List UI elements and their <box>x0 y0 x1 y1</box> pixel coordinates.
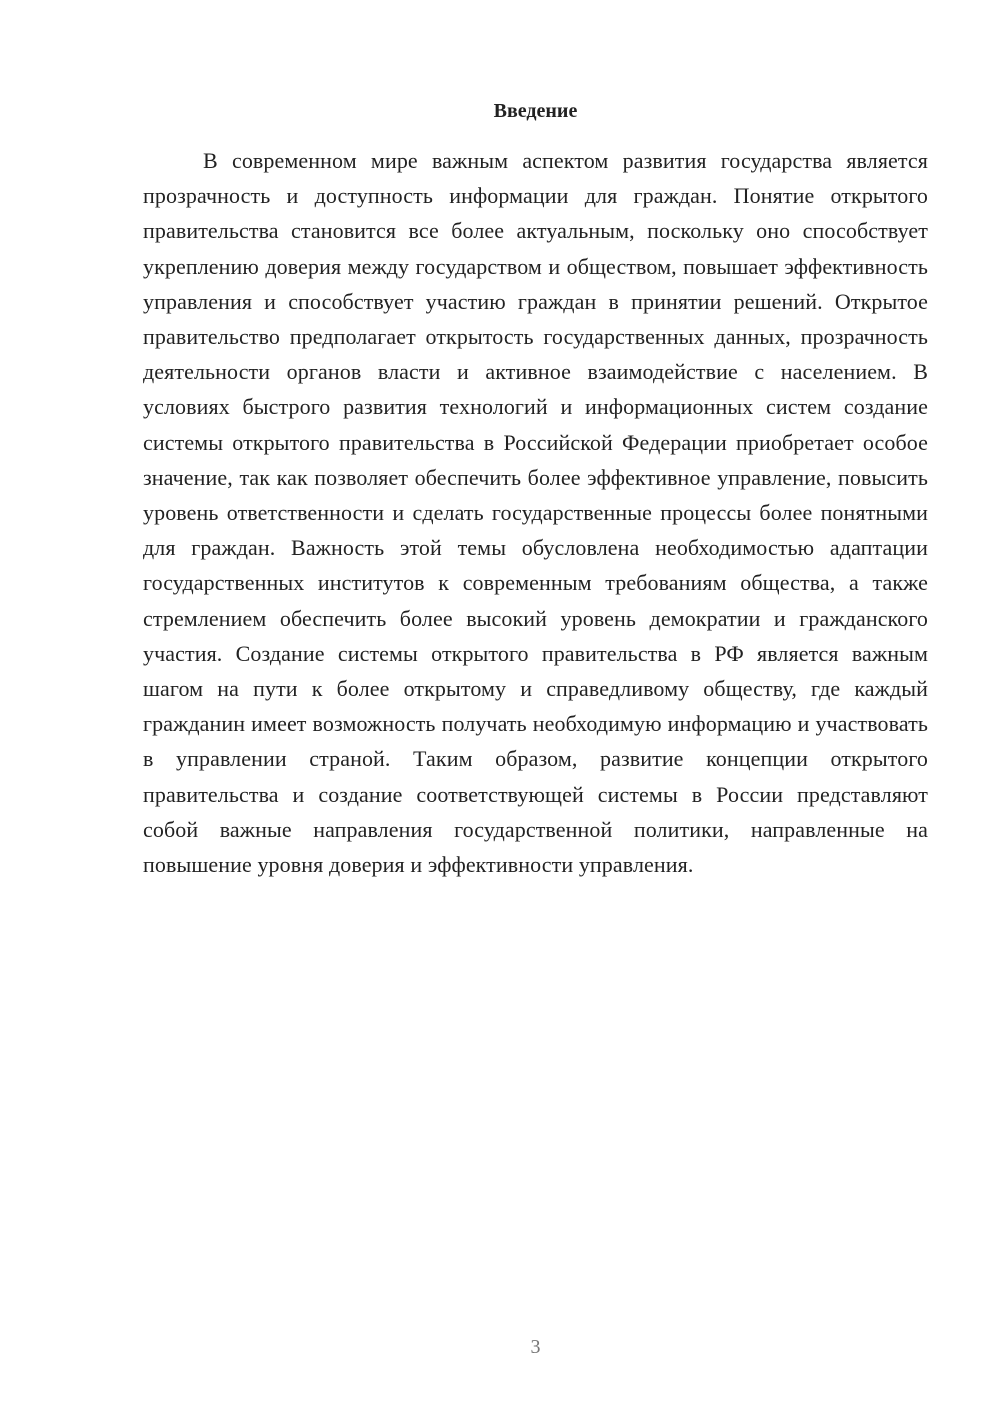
introduction-paragraph: В современном мире важным аспектом развития государства является прозрачность и доступность информации для граждан. Понятие открытого правительства становится все более актуальным, поскольку оно способствует укреплению доверия между государством и обществом, повышает эффективность управления и способствует участию граждан в принятии решений. Открытое правительство предполагает открытость государственных данных, прозрачность деятельности органов власти и активное взаимодействие с населением. В условиях быстрого развития технологий и информационных систем создание системы открытого правительства в Российской Федерации приобретает особое значение, так как позволяет обеспечить более эффективное управление, повысить уровень ответственности и сделать государственные процессы более понятными для граждан. Важность этой темы обусловлена необходимостью адаптации государственных институтов к современным требованиям общества, а также стремлением обеспечить более высокий уровень демократии и гражданского участия. Создание системы открытого правительства в РФ является важным шагом на пути к более открытому и справедливому обществу, где каждый гражданин имеет возможность получать необходимую информацию и участвовать в управлении страной. Таким образом, развитие концепции открытого правительства и создание соответствующей системы в России представляют собой важные направления государственной политики, направленные на повышение уровня доверия и эффективности управления. <box>143 148 928 878</box>
section-heading: Введение <box>493 100 578 122</box>
page-number: 3 <box>530 1336 541 1358</box>
